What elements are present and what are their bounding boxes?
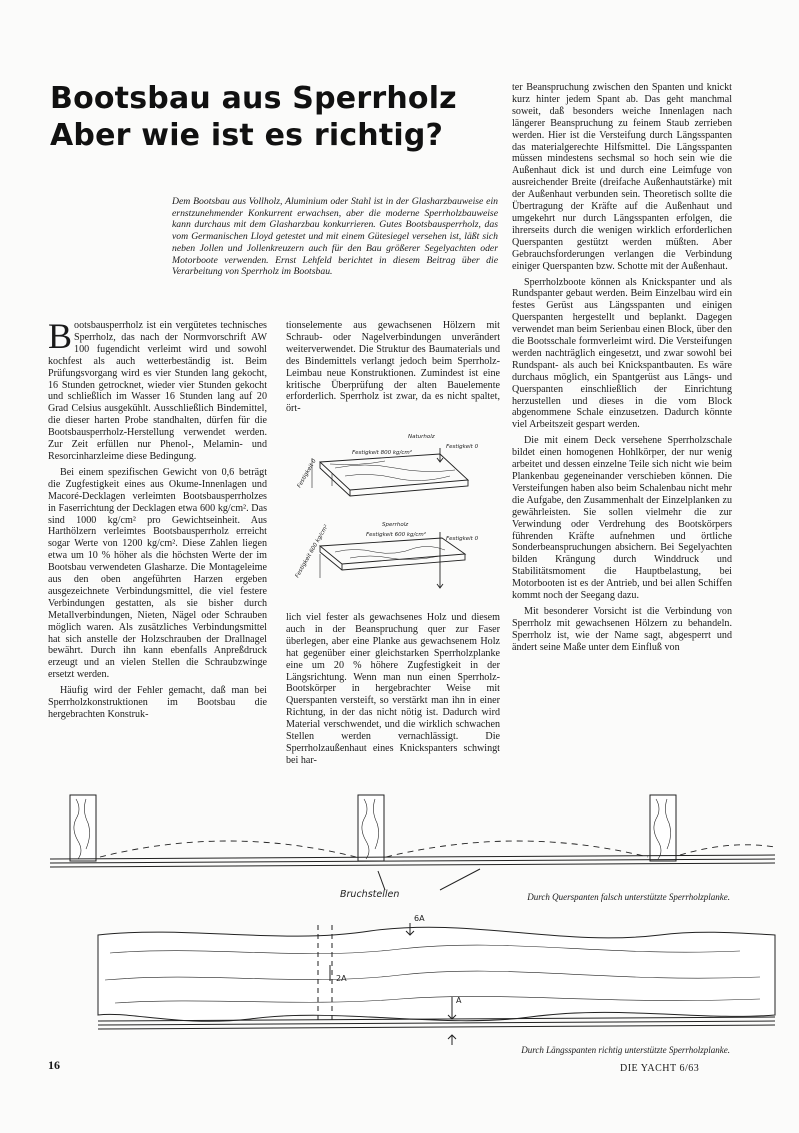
label-2a: 2A	[336, 974, 347, 983]
page-number: 16	[48, 1058, 60, 1072]
paragraph: Sperrholzboote können als Knickspanter und als Rundspanter gebaut werden. Beim Einzelbau wird ein festes Gerüst aus Längsspanten und einigen Querspanten hergestellt und beplankt. Dagegen verwendet man beim Serienbau einen Block, über den die Bootsschale formverleimt wird. Die Versteifungen werden nachträglich eingesetzt, und zwar sowohl bei Rundspant- als auch bei Knickspantbauten. Es wäre durchaus möglich, ein Spantgerüst aus Längs- und Querspanten einschließlich der Einrichtung herzustellen und dieses in die vom Block abgenommene Schale einzusetzen. Dadurch könnte viel Arbeitszeit gespart werden.	[512, 276, 732, 431]
paragraph	[48, 316, 267, 463]
text-column-1	[48, 316, 267, 725]
paragraph: Bei einem spezifischen Gewicht von 0,6 beträgt die Zugfestigkeit eines aus Okume-Innenlagen und Macoré-Decklagen verleimten Bootsbausperrholzes in Faserrichtung der Decklagen etwa 600 kg/cm². Das sind 1000 kg/cm² pro Gewichtseinheit. Aus Harthölzern verleimtes Bootsbausperrholz erreicht sogar Werte von 1200 kg/cm². Diese Zahlen liegen etwa um 10 % höher als die höchsten Werte der im Bootsbau verwendeten Glasharze. Die Montageleime aus den oben angeführten Harzen ergeben ausgezeichnete Verbindungsmittel, die viel festere Verbindungen gestatten, als sie bisher durch Metallverbindungen, Nieten, Nägel oder Schrauben möglich waren. Als zusätzliches Verbindungsmittel hat sich anstelle der Holzschrauben der Drallnagel bewährt. Durch ihn kann ebenfalls Anpreßdruck erzeugt und an vielen Stellen die Schraubzwinge ersetzt werden.	[48, 466, 267, 681]
title-line-1: Bootsbau aus Sperrholz	[50, 81, 457, 116]
paragraph: Die mit einem Deck versehene Sperrholzschale bildet einen homogenen Hohlkörper, der nur wenig arbeitet und dessen einzelne Teile sich nicht wie beim Plankenbau gegeneinander verschieben können. Die Versteifungen haben also beim Schalenbau nicht mehr die Aufgabe, den Zusammenhalt der Einzelplanken zu gewährleisten. Sie sollen vielmehr die zur Verwindung oder Verdrehung des Bootskörpers führenden Kräfte aufnehmen und örtliche Sonderbeanspruchungen absichern. Bei Segelyachten bilden Krängung durch Winddruck und Stabilitätsmoment die Hauptbelastung, bei Motorbooten ist es der Antrieb, und bei allen Schiffen kommt noch der Seegang dazu.	[512, 435, 732, 602]
label-plywood-side: Festigkeit 600 kg/cm²	[294, 524, 330, 579]
plywood-strength-figure	[290, 428, 500, 598]
paragraph: ter Beanspruchung zwischen den Spanten und knickt kurz hinter jedem Spant ab. Das geht manchmal soweit, daß besonders weiche Innenlagen nach längerer Beanspruchung zu feinem Staub zerrieben werden. Hier ist die Versteifung durch Längsspanten das materialgerechte Hilfsmittel. Die Längsspanten müssen mindestens sechsmal so hoch sein wie die Außenhaut dick ist und durch eine Leimfuge von ausreichender Breite (dreifache Außenhautstärke) mit der Außenhaut verbunden sein. Theoretisch sollte die Übertragung der Kräfte auf die Außenhaut und umgekehrt nur durch Längsspanten erfolgen, die ihrerseits durch die wenigen wirklich erforderlichen Querspanten gestützt werden müßten. Aber Gebrauchsforderungen verlangen die Verbindung einiger Querspanten bzw. Schotte mit der Außenhaut.	[512, 82, 732, 272]
paragraph: Mit besonderer Vorsicht ist die Verbindung von Sperrholz mit gewachsenen Hölzern zu behandeln. Sperrholz ist, wie der Name sagt, abgesperrt und ändert seine Maße unter dem Einfluß von	[512, 605, 732, 653]
label-naturholz: Naturholz	[408, 434, 435, 440]
title-line-2: Aber wie ist es richtig?	[50, 118, 444, 153]
text-column-3	[512, 82, 732, 658]
paragraph: Häufig wird der Fehler gemacht, daß man bei Sperrholzkonstruktionen im Bootsbau die hergebrachten Konstruk-	[48, 685, 267, 720]
label-natural-side: Festigkeit 0	[296, 458, 318, 489]
natural-wood-board	[320, 454, 468, 490]
label-natural-zero: Festigkeit 0	[446, 444, 479, 450]
figure-caption-upper: Durch Querspanten falsch unterstützte Sperrholzplanke.	[527, 892, 730, 902]
label-a: A	[456, 996, 462, 1005]
label-6a: 6A	[414, 914, 425, 923]
solid-wood-plank	[98, 927, 775, 1021]
plywood-board	[320, 538, 465, 564]
label-natural-strength: Festigkeit 800 kg/cm²	[352, 450, 412, 456]
article-title	[50, 80, 470, 154]
label-break-points: Bruchstellen	[340, 889, 400, 900]
magazine-issue: DIE YACHT 6/63	[620, 1063, 700, 1074]
drop-cap: B	[48, 316, 73, 356]
label-plywood-strength: Festigkeit 600 kg/cm²	[366, 532, 426, 538]
paragraph-text: ootsbausperrholz ist ein vergütetes technisches Sperrholz, das nach der Normvorschrift AW 100 fugendicht verleimt wird und sowohl kochfest als auch wetterbeständig ist. Beim Prüfungsvorgang wird es vier Stunden lang gekocht, 16 Stunden getrocknet, wieder vier Stunden gekocht und schließlich im Wasser 16 Stunden lang auf 20 Grad Celsius ausgekühlt. Ausschließlich Bindemittel, die dieser harten Probe standhalten, dürfen für die Bootsbausperrholz-Herstellung verwendet werden. Zur Zeit erfüllen nur Phenol-, Melamin- und Resorcinharzleime diese Bedingung.	[48, 320, 267, 462]
label-sperrholz: Sperrholz	[382, 522, 409, 528]
text-column-2-top	[286, 320, 500, 419]
paragraph: lich viel fester als gewachsenes Holz und diesem auch in der Beanspruchung quer zur Faser überlegen, aber eine Planke aus gewachsenem Holz hat gegenüber einer gleichstarken Sperrholzplanke eine um 20 % höhere Zugfestigkeit in der Längsrichtung. Wenn man nun einen Sperrholz-Bootskörper in hergebrachter Weise mit Querspanten versteift, so verstärkt man ihn in einer Richtung, in der das nicht nötig ist. Dadurch wird Material verschwendet, und die wirklich schwachen Stellen werden vernachlässigt. Die Sperrholzaußenhaut eines Knickspanters schwingt bei har-	[286, 612, 500, 766]
paragraph: tionselemente aus gewachsenen Hölzern mit Schraub- oder Nagelverbindungen unverändert weiterverwendet. Die Struktur des Baumaterials und des Bindemittels verlangt jedoch beim Sperrholz-Leimbau neue Konstruktionen. Zumindest ist eine kritische Überprüfung der alten Bauelemente erforderlich. Sperrholz ist zwar, da es nicht spaltet, ört-	[286, 320, 500, 415]
article-intro: Dem Bootsbau aus Vollholz, Aluminium oder Stahl ist in der Glasharzbauweise ein ernstzunehmender Konkurrent erwachsen, aber die moderne Sperrholzbauweise kann durchaus mit dem Glasharzbau konkurrieren. Gutes Bootsbausperrholz, das vom Germanischen Lloyd getestet und mit einem Gütesiegel versehen ist, läßt sich neben Jollen und Jollenkreuzern auch für den Bau größerer Segelyachten oder Motorboote verwenden. Ernst Lehfeld berichtet in diesem Beitrag über die Verarbeitung von Sperrholz im Bootsbau.	[172, 196, 498, 278]
figure-caption-lower: Durch Längsspanten richtig unterstützte Sperrholzplanke.	[521, 1045, 730, 1055]
label-plywood-zero: Festigkeit 0	[446, 536, 479, 542]
frame-support-figure	[40, 785, 780, 1067]
text-column-2-bottom	[286, 612, 500, 771]
